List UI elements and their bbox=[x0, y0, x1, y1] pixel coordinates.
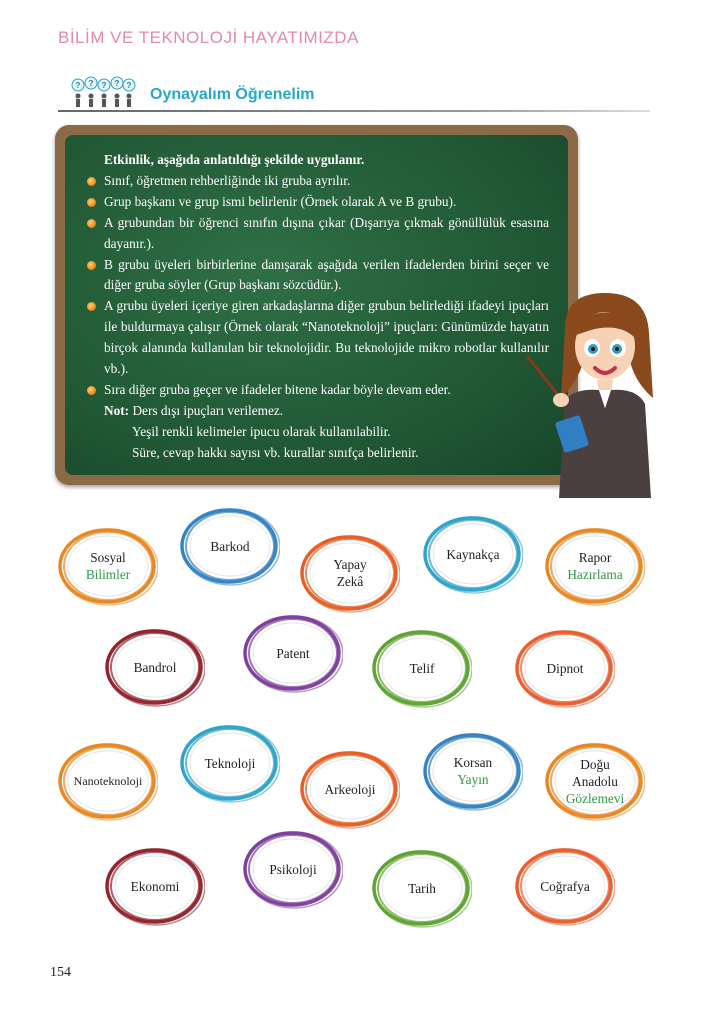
bubble-word bbox=[372, 847, 472, 929]
section-heading bbox=[70, 76, 650, 112]
activity-instructions bbox=[104, 150, 549, 464]
word-line: Arkeoloji bbox=[324, 781, 376, 797]
instructions-heading: Etkinlik, aşağıda anlatıldığı şekilde uygulanır. bbox=[104, 152, 365, 167]
page-header-title: BİLİM VE TEKNOLOJİ HAYATIMIZDA bbox=[58, 28, 359, 47]
word-line: Dipnot bbox=[546, 660, 584, 676]
word-bubble bbox=[515, 627, 615, 709]
instruction-bullet: B grubu üyeleri birbirlerine danışarak aşağıda verilen ifadelerden birini seçer ve diğer gruba söyler (Grup başkanı sözcüdür.). bbox=[104, 255, 549, 297]
word-line: Zekâ bbox=[336, 574, 364, 589]
bubble-word bbox=[423, 513, 523, 595]
bubble-word bbox=[180, 505, 280, 587]
word-line: Sosyal bbox=[90, 550, 126, 565]
svg-text:?: ? bbox=[126, 81, 132, 90]
word-line: Teknoloji bbox=[204, 755, 256, 771]
word-line: Rapor bbox=[578, 550, 612, 565]
word-bubble bbox=[372, 847, 472, 929]
bubble-word bbox=[243, 612, 343, 694]
word-bubble bbox=[243, 828, 343, 910]
word-bubble bbox=[545, 740, 645, 822]
instruction-bullet: A grubu üyeleri içeriye giren arkadaşlarına diğer grubun belirlediği ifadeyi ipuçları ile buldurmaya çalışır (Örnek olarak “Nanoteknoloji” ipuçları: Günümüzde hayatın birçok alanında kullanılan bir teknolojidir. Bu teknolojide mikro robotlar kullanılır vb.). bbox=[104, 296, 549, 380]
word-line: Kaynakça bbox=[446, 546, 500, 562]
bubble-word bbox=[545, 740, 645, 822]
bubble-word bbox=[300, 532, 400, 614]
bubble-word bbox=[372, 627, 472, 709]
bubble-word bbox=[243, 828, 343, 910]
hint-word: Yayın bbox=[457, 772, 489, 787]
word-bubble bbox=[515, 845, 615, 927]
note-text: Ders dışı ipuçları verilemez. bbox=[132, 402, 284, 418]
word-bubble bbox=[243, 612, 343, 694]
word-line: Bandrol bbox=[133, 659, 177, 675]
bubble-word bbox=[105, 845, 205, 927]
word-bubble bbox=[58, 740, 158, 822]
word-line: Psikoloji bbox=[269, 861, 317, 877]
hint-word: Gözlemevi bbox=[565, 790, 625, 806]
word-line: Yapay bbox=[333, 557, 367, 572]
word-line: Coğrafya bbox=[540, 878, 590, 894]
bubble-word bbox=[58, 525, 158, 607]
svg-text:?: ? bbox=[75, 81, 81, 90]
note-line bbox=[104, 401, 549, 422]
bubble-word bbox=[515, 627, 615, 709]
instruction-bullet: Grup başkanı ve grup ismi belirlenir (Örnek olarak A ve B grubu). bbox=[104, 192, 549, 213]
section-title: Oynayalım Öğrenelim bbox=[150, 86, 315, 103]
bubble-word bbox=[515, 845, 615, 927]
word-bubble bbox=[180, 722, 280, 804]
word-line: Tarih bbox=[408, 880, 436, 896]
teacher-illustration bbox=[525, 288, 665, 498]
word-line: Nanoteknoloji bbox=[73, 773, 143, 788]
word-bubble bbox=[423, 513, 523, 595]
note-line: Süre, cevap hakkı sayısı vb. kurallar sınıfça belirlenir. bbox=[132, 444, 419, 460]
svg-text:?: ? bbox=[114, 79, 120, 88]
hint-word: Hazırlama bbox=[567, 567, 623, 582]
note-line: Yeşil renkli kelimeler ipucu olarak kullanılabilir. bbox=[132, 423, 391, 439]
bubble-word bbox=[180, 722, 280, 804]
bubble-word bbox=[423, 730, 523, 812]
word-bubble bbox=[58, 525, 158, 607]
instruction-bullet: Sınıf, öğretmen rehberliğinde iki gruba ayrılır. bbox=[104, 171, 549, 192]
word-line: Patent bbox=[276, 645, 310, 661]
bubble-word bbox=[300, 748, 400, 830]
instruction-bullet: Sıra diğer gruba geçer ve ifadeler bitene kadar böyle devam eder. bbox=[104, 380, 549, 401]
bubble-word bbox=[58, 740, 158, 822]
svg-text:?: ? bbox=[88, 79, 94, 88]
word-line: Telif bbox=[409, 660, 435, 676]
word-line: Anadolu bbox=[572, 773, 618, 789]
question-people-icon bbox=[70, 76, 136, 110]
word-line: Doğu bbox=[580, 756, 610, 772]
word-line: Barkod bbox=[210, 538, 250, 554]
word-bubble bbox=[423, 730, 523, 812]
bubble-word bbox=[545, 525, 645, 607]
word-bubble bbox=[372, 627, 472, 709]
word-bubble bbox=[180, 505, 280, 587]
word-line: Ekonomi bbox=[130, 878, 180, 894]
word-bubble bbox=[545, 525, 645, 607]
page-number: 154 bbox=[50, 965, 71, 980]
hint-word: Bilimler bbox=[85, 567, 131, 582]
word-bubble bbox=[300, 532, 400, 614]
bubble-word bbox=[105, 626, 205, 708]
svg-text:?: ? bbox=[101, 81, 107, 90]
word-bubble bbox=[300, 748, 400, 830]
word-bubble bbox=[105, 845, 205, 927]
word-bubble bbox=[105, 626, 205, 708]
instruction-bullet: A grubundan bir öğrenci sınıfın dışına çıkar (Dışarıya çıkmak gönüllülük esasına dayanır.). bbox=[104, 213, 549, 255]
note-label: Not: bbox=[104, 402, 130, 418]
word-line: Korsan bbox=[453, 755, 493, 770]
section-divider bbox=[58, 110, 650, 112]
